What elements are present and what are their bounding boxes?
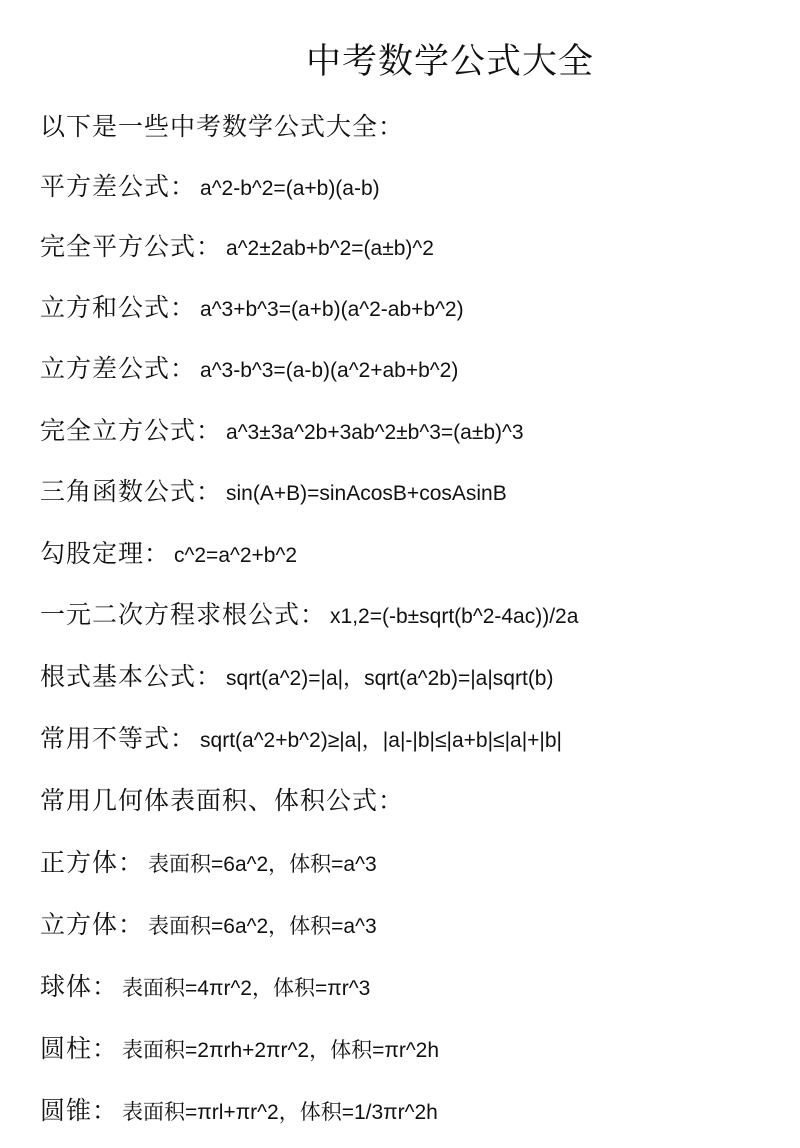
line-formula: 表面积=6a^2，体积=a^3 [148,853,377,876]
line-label: 平方差公式： [40,172,197,201]
formula-line-cone [40,1094,780,1130]
formula-line-radicals [40,660,780,696]
line-label: 立方差公式： [40,354,197,383]
line-formula: sqrt(a^2)=|a|，sqrt(a^2b)=|a|sqrt(b) [226,667,554,690]
line-label: 以下是一些中考数学公式大全： [40,112,405,141]
line-formula: c^2=a^2+b^2 [174,544,298,567]
line-label: 完全平方公式： [40,232,223,261]
line-formula: a^2-b^2=(a+b)(a-b) [200,177,380,200]
formula-line-trigonometry [40,475,780,511]
line-label: 完全立方公式： [40,416,223,445]
line-label: 立方体： [40,910,145,939]
line-formula: 表面积=4πr^2，体积=πr^3 [122,977,371,1000]
intro-line [40,110,780,146]
formula-line-square-prism [40,846,780,882]
formula-line-perfect-square [40,230,780,266]
line-label: 三角函数公式： [40,477,223,506]
line-label: 球体： [40,972,119,1001]
formula-line-cube [40,908,780,944]
formula-line-sum-of-cubes [40,291,780,327]
formula-line-cylinder [40,1032,780,1068]
line-label: 根式基本公式： [40,662,223,691]
line-label: 常用几何体表面积、体积公式： [40,786,405,815]
formula-line-perfect-cube [40,414,780,450]
line-label: 正方体： [40,848,145,877]
page-title: 中考数学公式大全 [305,42,594,82]
line-formula: x1,2=(-b±sqrt(b^2-4ac))/2a [330,605,579,628]
formula-line-sphere [40,970,780,1006]
line-formula: a^2±2ab+b^2=(a±b)^2 [226,237,434,260]
line-label: 一元二次方程求根公式： [40,600,327,629]
line-formula: sin(A+B)=sinAcosB+cosAsinB [226,482,507,505]
line-label: 圆柱： [40,1034,119,1063]
line-label: 勾股定理： [40,539,171,568]
line-formula: a^3+b^3=(a+b)(a^2-ab+b^2) [200,298,464,321]
line-label: 立方和公式： [40,293,197,322]
formula-line-pythagorean [40,537,780,573]
formula-line-quadratic-roots [40,598,780,634]
section-heading-geometry [40,784,780,820]
line-formula: a^3±3a^2b+3ab^2±b^3=(a±b)^3 [226,421,524,444]
line-formula: 表面积=2πrh+2πr^2，体积=πr^2h [122,1039,440,1062]
line-formula: a^3-b^3=(a-b)(a^2+ab+b^2) [200,359,459,382]
line-formula: 表面积=6a^2，体积=a^3 [148,915,377,938]
line-formula: sqrt(a^2+b^2)≥|a|，|a|-|b|≤|a+b|≤|a|+|b| [200,729,563,752]
formula-line-difference-of-cubes [40,352,780,388]
formula-line-difference-of-squares [40,170,780,206]
line-label: 圆锥： [40,1096,119,1125]
formula-line-inequalities [40,722,780,758]
line-label: 常用不等式： [40,724,197,753]
line-formula: 表面积=πrl+πr^2，体积=1/3πr^2h [122,1101,438,1124]
